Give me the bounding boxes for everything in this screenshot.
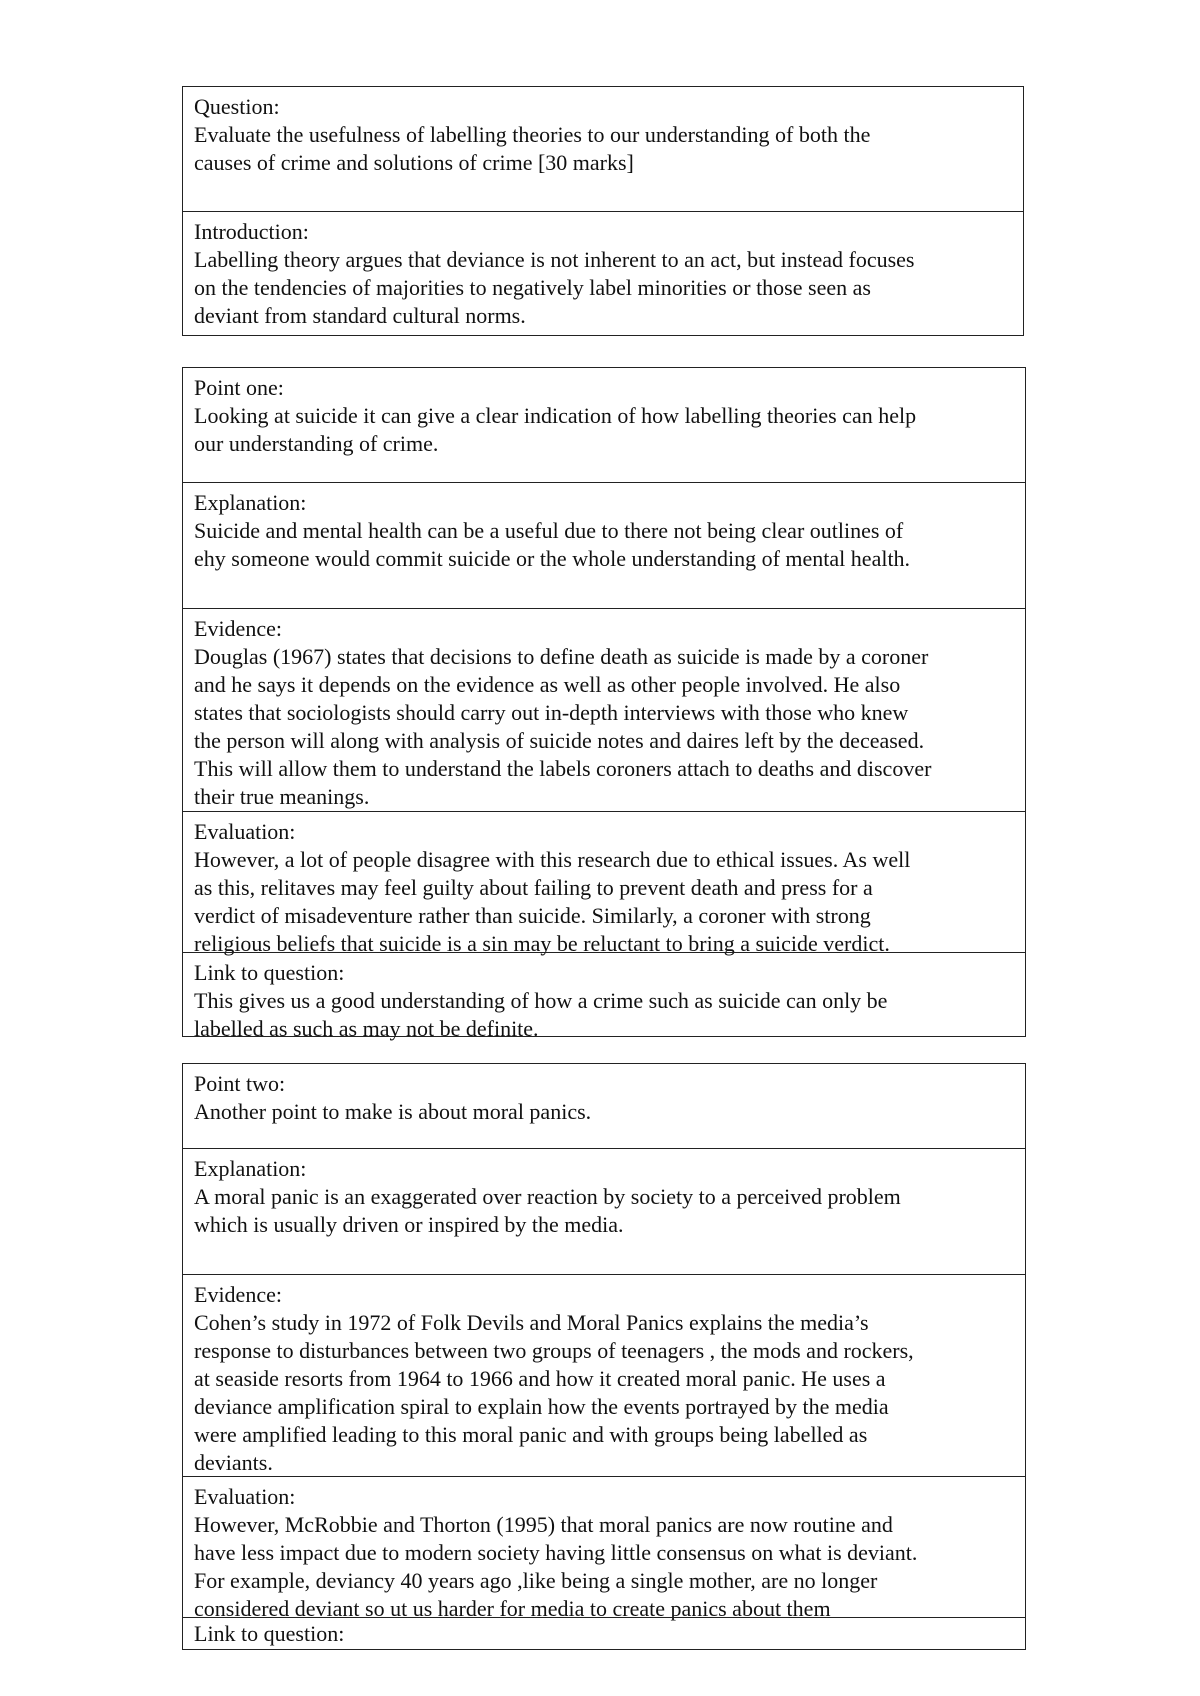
point-one-link-cell bbox=[183, 952, 1025, 1041]
point-one-explanation-label: Explanation: bbox=[194, 490, 307, 515]
introduction-text: Labelling theory argues that deviance is not inherent to an act, but instead focuses on the tendencies of majorities to negatively label minorities or those seen as deviant from standard cultural norms. bbox=[194, 247, 915, 328]
point-one-evidence-text: Douglas (1967) states that decisions to define death as suicide is made by a coroner and he says it depends on the evidence as well as other people involved. He also states that sociologists should carry out in-depth interviews with those who knew the person will along with analysis of suicide notes and daires left by the deceased. This will allow them to understand the labels coroners attach to deaths and discover their true meanings. bbox=[194, 644, 932, 809]
introduction-cell bbox=[183, 211, 1023, 335]
point-two-evaluation-text: However, McRobbie and Thorton (1995) that moral panics are now routine and have less impact due to modern society having little consensus on what is deviant. For example, deviancy 40 years ago ,like being a single mother, are no longer considered deviant so ut us harder for media to create panics about them bbox=[194, 1512, 918, 1621]
point-one-evidence-cell bbox=[183, 608, 1025, 811]
point-one-link-label: Link to question: bbox=[194, 960, 345, 985]
point-two-evidence-label: Evidence: bbox=[194, 1282, 282, 1307]
question-text: Evaluate the usefulness of labelling theories to our understanding of both the causes of crime and solutions of crime [30 marks] bbox=[194, 122, 871, 175]
point-two-evidence-cell bbox=[183, 1274, 1025, 1476]
point-one-explanation-cell bbox=[183, 482, 1025, 608]
point-one-label: Point one: bbox=[194, 375, 284, 400]
point-two-explanation-text: A moral panic is an exaggerated over reaction by society to a perceived problem which is usually driven or inspired by the media. bbox=[194, 1184, 901, 1237]
point-one-evidence-label: Evidence: bbox=[194, 616, 282, 641]
point-two-table bbox=[182, 1063, 1026, 1650]
point-two-explanation-cell bbox=[183, 1148, 1025, 1274]
point-one-evaluation-cell bbox=[183, 811, 1025, 956]
point-one-explanation-text: Suicide and mental health can be a useful due to there not being clear outlines of ehy someone would commit suicide or the whole understanding of mental health. bbox=[194, 518, 911, 571]
point-two-explanation-label: Explanation: bbox=[194, 1156, 307, 1181]
point-two-text: Another point to make is about moral panics. bbox=[194, 1099, 592, 1124]
point-two-label: Point two: bbox=[194, 1071, 286, 1096]
point-two-evaluation-label: Evaluation: bbox=[194, 1484, 296, 1509]
point-one-link-text: This gives us a good understanding of how a crime such as suicide can only be labelled as such as may not be definite. bbox=[194, 988, 888, 1041]
point-two-link-cell bbox=[183, 1617, 1025, 1649]
question-cell bbox=[183, 87, 1023, 211]
question-intro-table bbox=[182, 86, 1024, 336]
point-two-link-label: Link to question: bbox=[194, 1621, 345, 1646]
point-two-cell bbox=[183, 1064, 1025, 1148]
point-one-table bbox=[182, 367, 1026, 1041]
point-one-cell bbox=[183, 368, 1025, 482]
point-one-text: Looking at suicide it can give a clear indication of how labelling theories can help our understanding of crime. bbox=[194, 403, 917, 456]
point-one-evaluation-label: Evaluation: bbox=[194, 819, 296, 844]
point-one-evaluation-text: However, a lot of people disagree with this research due to ethical issues. As well as this, relitaves may feel guilty about failing to prevent death and press for a verdict of misadeventure rather than suicide. Similarly, a coroner with strong religious beliefs that suicide is a sin may be reluctant to bring a suicide verdict. bbox=[194, 847, 911, 956]
introduction-label: Introduction: bbox=[194, 219, 309, 244]
point-two-evaluation-cell bbox=[183, 1476, 1025, 1621]
point-two-evidence-text: Cohen’s study in 1972 of Folk Devils and Moral Panics explains the media’s response to disturbances between two groups of teenagers , the mods and rockers, at seaside resorts from 1964 to 1966 and how it created moral panic. He uses a deviance amplification spiral to explain how the events portrayed by the media were amplified leading to this moral panic and with groups being labelled as deviants. bbox=[194, 1310, 914, 1475]
question-label: Question: bbox=[194, 94, 280, 119]
